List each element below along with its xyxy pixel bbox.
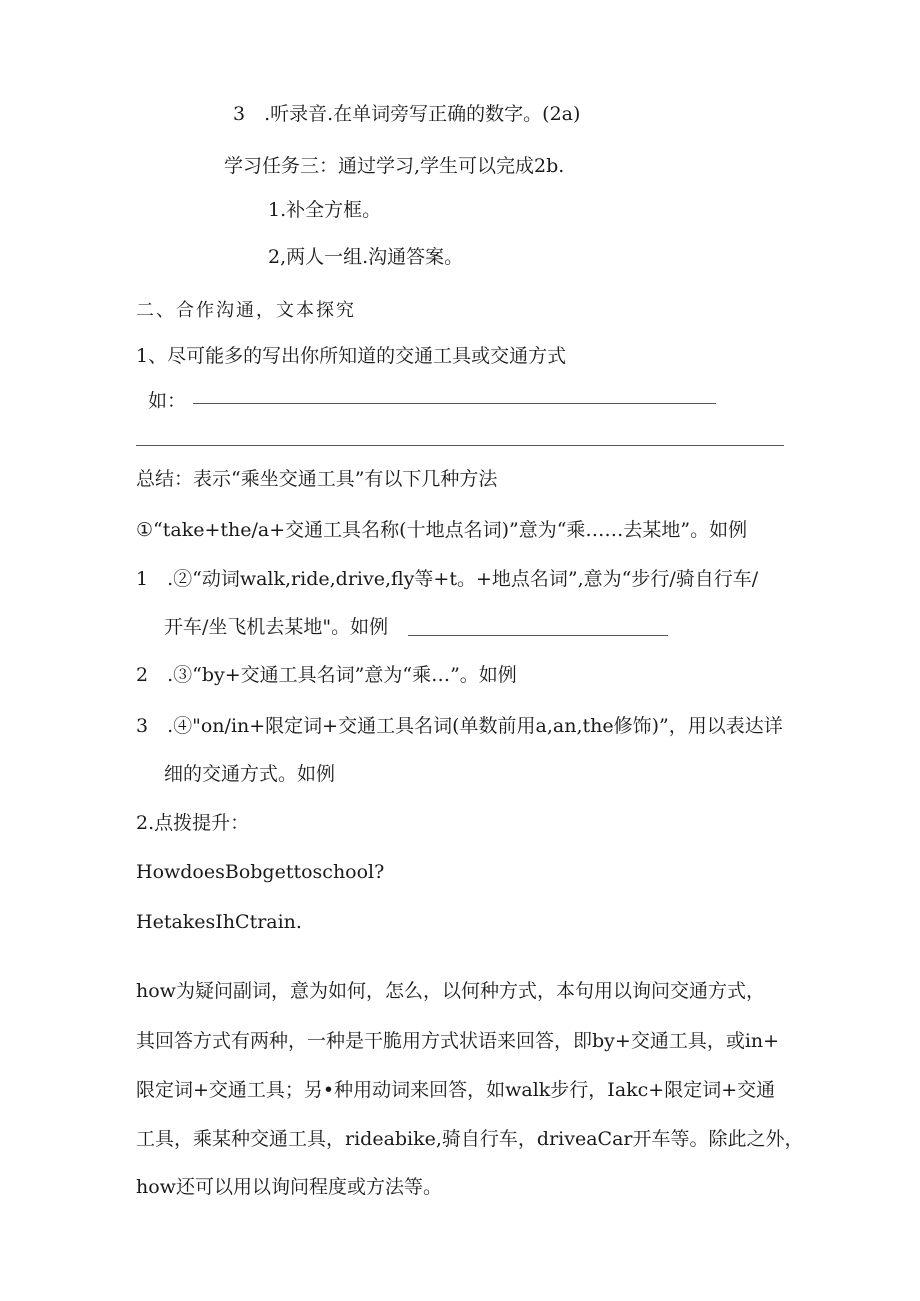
- rule-2-line-1: 1 .②“动词walk,ride,drive,fly等+t。+地点名词”,意为“步行/骑自行车/: [136, 568, 759, 590]
- answer-blank-line-2: [136, 445, 784, 446]
- explanation-line-5: how还可以用以询问程度或方法等。: [136, 1176, 442, 1198]
- explanation-line-3: 限定词+交通工具；另•种用动词来回答，如walk步行，Iakc+限定词+交通: [136, 1079, 776, 1101]
- task-3-step-2: 2,两人一组.沟通答案。: [268, 246, 464, 268]
- explanation-line-2: 其回答方式有两种，一种是干脆用方式状语来回答，即by+交通工具，或in+: [136, 1030, 780, 1052]
- question-1: 1、尽可能多的写出你所知道的交通工具或交通方式: [136, 345, 567, 367]
- example-question: HowdoesBobgettoschool?: [136, 861, 385, 883]
- item-3-listen: 3 .听录音.在单词旁写正确的数字。(2a): [233, 103, 581, 125]
- example-label: 如：: [148, 390, 187, 412]
- rule-2-line-2: 开车/坐飞机去某地"。如例: [164, 616, 389, 638]
- section-2-heading: 二、合作沟通，文本探究: [136, 300, 356, 321]
- rule-2-blank: [408, 635, 668, 636]
- point-heading: 2.点拨提升：: [136, 812, 250, 834]
- example-answer: HetakesIhCtrain.: [136, 911, 302, 933]
- rule-4-line-1: 3 .④"on/in+限定词+交通工具名词(单数前用a,an,the修饰)”，用以表达详: [136, 715, 783, 737]
- explanation-line-4: 工具，乘某种交通工具，rideabike,骑自行车，driveaCar开车等。除此之外，: [136, 1128, 804, 1150]
- rule-3: 2 .③“by+交通工具名词”意为“乘…”。如例: [136, 664, 517, 686]
- task-3-title: 学习任务三：通过学习,学生可以完成2b.: [224, 155, 565, 177]
- explanation-line-1: how为疑问副词，意为如何，怎么，以何种方式，本句用以询问交通方式，: [136, 980, 765, 1002]
- task-3-step-1: 1.补全方框。: [268, 199, 382, 221]
- rule-4-line-2: 细的交通方式。如例: [164, 763, 336, 785]
- answer-blank-line-1: [193, 403, 716, 404]
- rule-1: ①“take+the/a+交通工具名称(十地点名词)”意为“乘……去某地”。如例: [136, 519, 748, 541]
- summary-heading: 总结：表示“乘坐交通工具”有以下几种方法: [136, 468, 498, 490]
